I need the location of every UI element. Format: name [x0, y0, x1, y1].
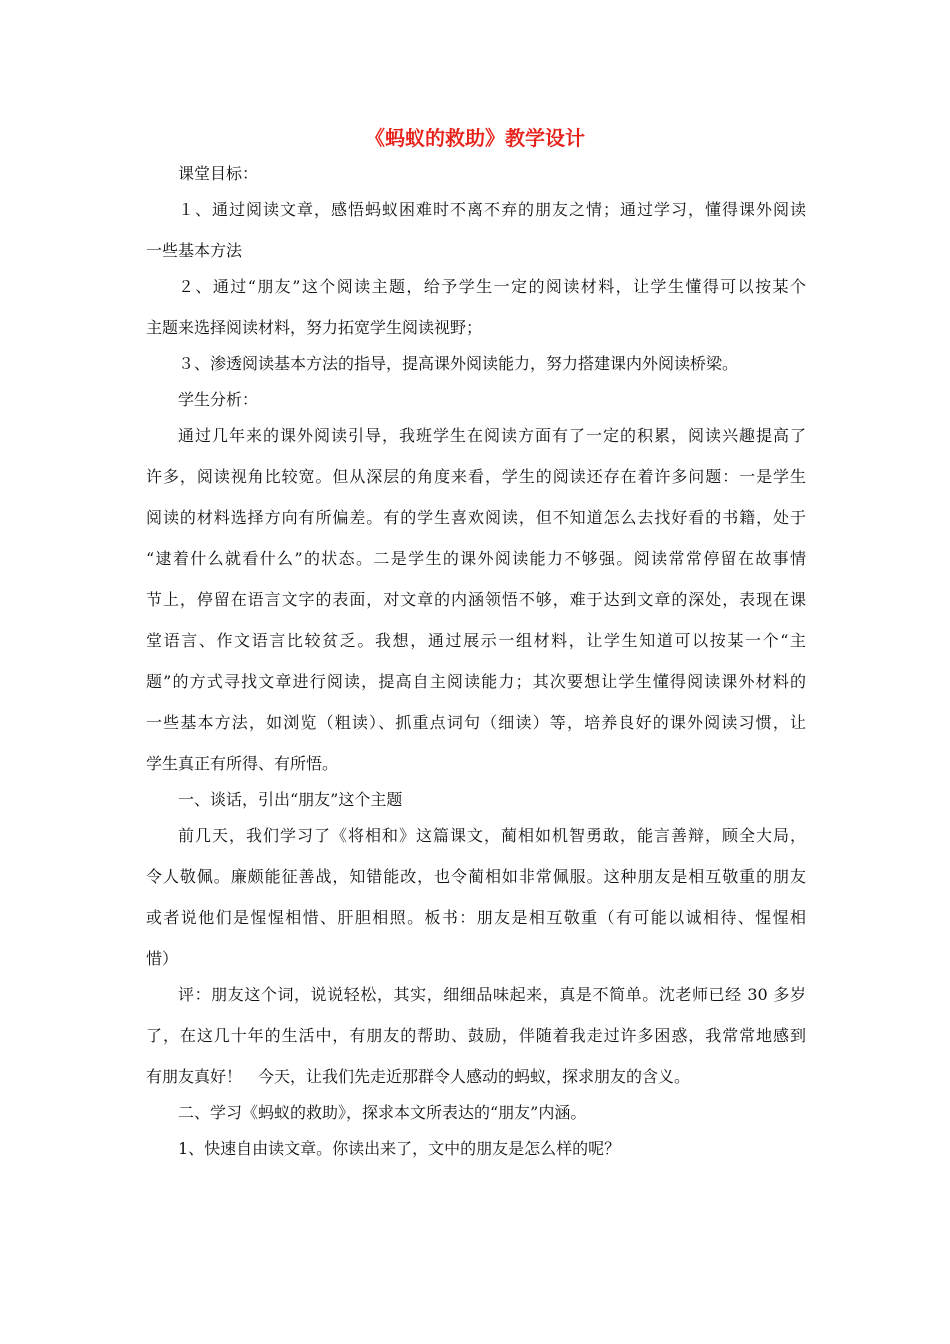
- section-heading-analysis: 学生分析：: [178, 390, 259, 409]
- paragraph-line: 题”的方式寻找文章进行阅读，提高自主阅读能力；其次要想让学生懂得阅读课外材料的: [146, 672, 806, 691]
- paragraph-line: 评：朋友这个词，说说轻松，其实，细细品味起来，真是不简单。沈老师已经 30 多岁: [178, 985, 806, 1004]
- paragraph-line: “逮着什么就看什么”的状态。二是学生的课外阅读能力不够强。阅读常常停留在故事情: [146, 549, 806, 568]
- paragraph-line: 节上，停留在语言文字的表面，对文章的内涵领悟不够，难于达到文章的深处，表现在课: [146, 590, 806, 609]
- section-heading-part-one: 一、谈话，引出“朋友”这个主题: [178, 790, 403, 809]
- paragraph-line: ２、通过“朋友”这个阅读主题，给予学生一定的阅读材料，让学生懂得可以按某个: [178, 277, 806, 296]
- paragraph-line: 主题来选择阅读材料，努力拓宽学生阅读视野；: [146, 318, 483, 337]
- paragraph-line: 一些基本方法，如浏览（粗读）、抓重点词句（细读）等，培养良好的课外阅读习惯，让: [146, 713, 806, 732]
- paragraph-line: １、通过阅读文章，感悟蚂蚁困难时不离不弃的朋友之情；通过学习，懂得课外阅读: [178, 200, 806, 219]
- paragraph-line: 有朋友真好！ 今天，让我们先走近那群令人感动的蚂蚁，探求朋友的含义。: [146, 1067, 691, 1086]
- paragraph-line: 令人敬佩。廉颇能征善战，知错能改，也令蔺相如非常佩服。这种朋友是相互敬重的朋友: [146, 867, 806, 886]
- paragraph-line: 学生真正有所得、有所悟。: [146, 754, 339, 773]
- paragraph-line: 堂语言、作文语言比较贫乏。我想，通过展示一组材料，让学生知道可以按某一个“主: [146, 631, 806, 650]
- section-heading-part-two: 二、学习《蚂蚁的救助》，探求本文所表达的“朋友”内涵。: [178, 1103, 587, 1122]
- paragraph-line: 前几天，我们学习了《将相和》这篇课文，蔺相如机智勇敢，能言善辩，顾全大局，: [178, 826, 806, 845]
- document-title: 《蚂蚁的救助》教学设计: [365, 126, 585, 150]
- paragraph-line: 1、快速自由读文章。你读出来了，文中的朋友是怎么样的呢？: [178, 1139, 621, 1158]
- paragraph-line: 阅读的材料选择方向有所偏差。有的学生喜欢阅读，但不知道怎么去找好看的书籍，处于: [146, 508, 806, 527]
- paragraph-line: 了，在这几十年的生活中，有朋友的帮助、鼓励，伴随着我走过许多困惑，我常常地感到: [146, 1026, 806, 1045]
- paragraph-line: 通过几年来的课外阅读引导，我班学生在阅读方面有了一定的积累，阅读兴趣提高了: [178, 426, 806, 445]
- paragraph-line: 惜）: [146, 949, 179, 968]
- paragraph-line: ３、渗透阅读基本方法的指导，提高课外阅读能力，努力搭建课内外阅读桥梁。: [178, 354, 739, 373]
- section-heading-goals: 课堂目标：: [178, 164, 259, 183]
- paragraph-line: 或者说他们是惺惺相惜、肝胆相照。板书：朋友是相互敬重（有可能以诚相待、惺惺相: [146, 908, 806, 927]
- paragraph-line: 许多，阅读视角比较宽。但从深层的角度来看，学生的阅读还存在着许多问题：一是学生: [146, 467, 806, 486]
- paragraph-line: 一些基本方法: [146, 241, 243, 260]
